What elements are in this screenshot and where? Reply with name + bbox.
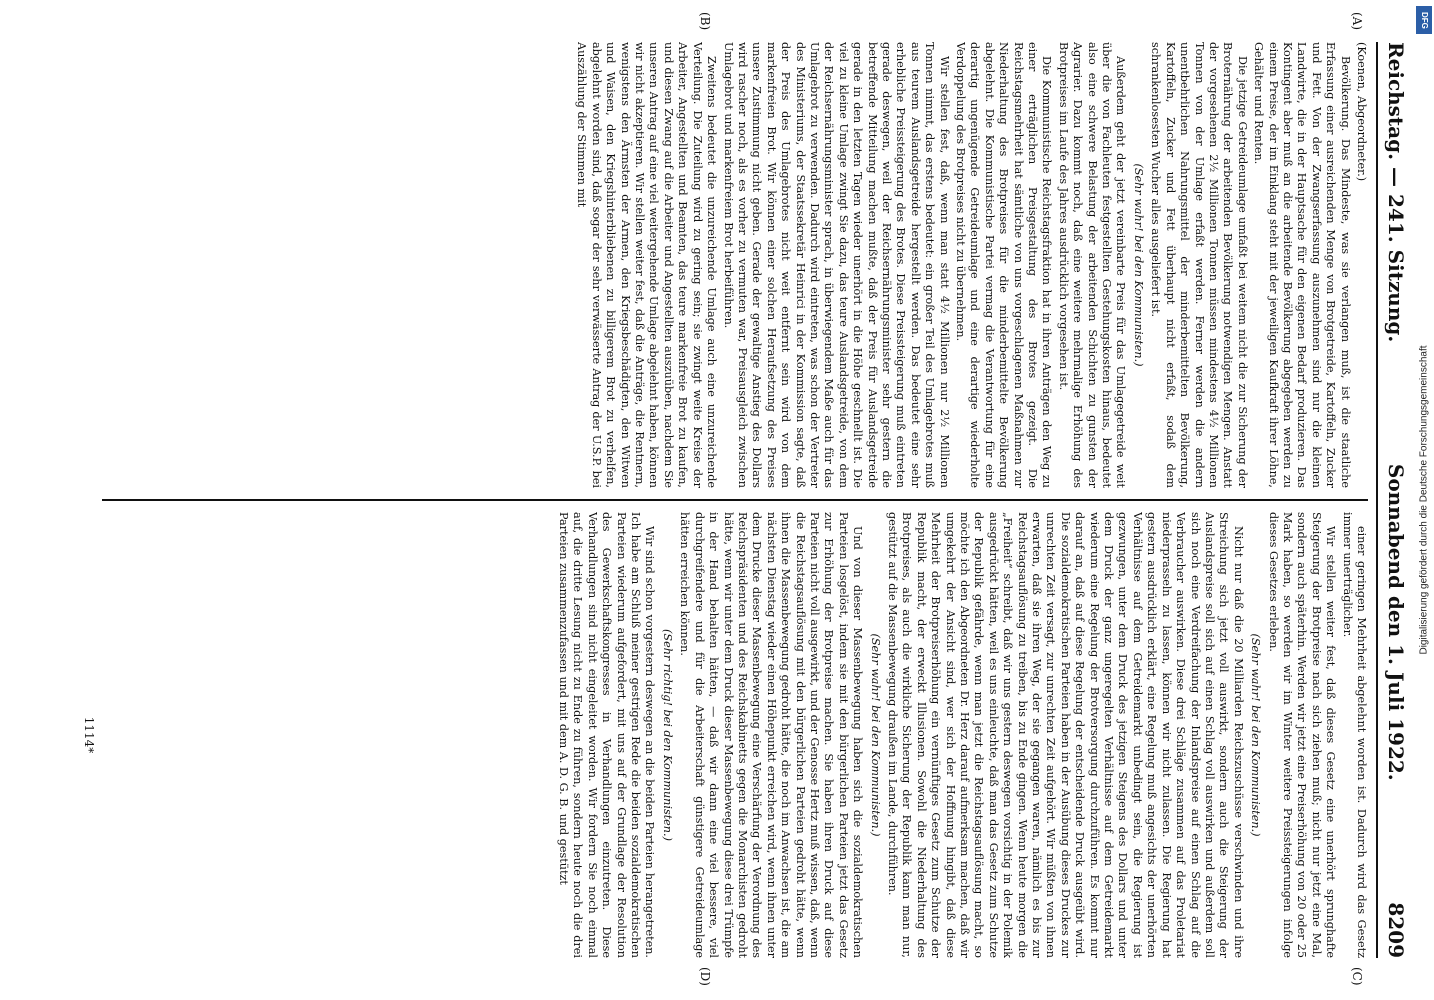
paragraph: Bevölkerung. Das Mindeste, was sie verlangen muß, ist die staatliche Erfassung einer ausreichenden Menge von Brotgetreide, Kartoffeln, Zucker und Fett. Von der Zwangserfassung auszunehmen sind nur die kleinen Landwirte, die in der Hauptsache für den eigenen Bedarf produzieren. Das Kontingent aber muß an die arbeitende Bevölkerung abgegeben werden zu einem Preise, der im Einklang steht mit der jeweiligen Kaufkraft ihrer Löhne, Gehälter und Renten. [1252, 42, 1352, 488]
speaker-name: (Koenen, Abgeordneter.) [1355, 42, 1368, 182]
header-left: Reichstag. — 241. Sitzung. [1384, 42, 1408, 343]
left-column [102, 42, 1368, 488]
right-column [102, 512, 1368, 958]
dfg-sidebar [1414, 0, 1434, 1000]
margin-marker-a: (A) [1350, 12, 1364, 31]
column-divider [102, 499, 1368, 501]
paragraph: Wir sind schon vorgestern deswegen an die beiden Parteien herangetreten. Ich habe am Schluß meiner gestrigen Rede die beiden sozialdemokratischen Parteien wiederum aufgefordert, mit uns auf der Grundlage der Resolution des Gewerkschaftskongresses in Verhandlungen einzutreten. Diese Verhandlungen sind nicht eingeleitet worden. Wir fordern Sie noch einmal auf, die dritte Lesung nicht zu Ende zu führen, sondern heute noch die drei Parteien zusammenzufassen und mit dem A. D. G. B. und gestützt [557, 512, 657, 958]
header-rule [1376, 42, 1378, 958]
interjection: (Sehr wahr! bei den Kommunisten.) [868, 633, 882, 837]
page-signature: 1114* [82, 716, 96, 754]
paragraph: Und von dieser Massenbewegung haben sich die sozialdemokratischen Parteien losgelöst, indem sie mit den bürgerlichen Parteien jetzt das Gesetz zur Erhöhung der Brotpreise machen. Sie haben ihren Druck auf diese Parteien nicht voll ausgewirkt, und der Genosse Hertz muß wissen, daß, wenn die Reichstagsauflösung mit den bürgerlichen Parteien gedroht hätte, wenn ihnen die Massenbewegung gedroht hätte, die noch im Anwachsen ist, die am nächsten Dienstag wieder einen Höhepunkt erreichen wird, wenn ihnen unter dem Drucke dieser Massenbewegung eine Verschärfung der Verordnung des Reichspräsidenten und des Reichskabinetts gegen die Monarchisten gedroht hätte, wenn wir unter dem Druck dieser Massenbewegung diese drei Trümpfe in der Hand behalten hätten, — daß wir dann eine viel bessere, viel durchgreifendere und für die Arbeiterschaft günstigere Getreideumlage hätten erreichen können. [678, 512, 865, 958]
paragraph: Außerdem geht der jetzt vereinbarte Preis für das Umlagegetreide weit über die von Fachleuten festgestellten Gestehungskosten hinaus, bedeutet also eine schwere Belastung der arbeitenden Schichten zu gunsten der Agrarier. Dazu kommt noch, daß eine weitere mehrmalige Erhöhung des Brotpreises im Laufe des Jahres ausdrücklich vorgesehen ist. [1056, 42, 1128, 488]
paragraph: einer geringen Mehrheit abgelehnt worden ist. Dadurch wird das Gesetz immer unerträglicher. [1340, 512, 1368, 958]
paragraph: Die Kommunistische Reichstagsfraktion hat in ihren Anträgen den Weg zu einer erträglichen Preisgestaltung des Brotes gezeigt. Die Reichstagsmehrheit hat sämtliche von uns vorgeschlagenen Maßnahmen zur Niederhaltung des Brotpreises für die minderbemittelte Bevölkerung abgelehnt. Die Kommunistische Partei vermag die Verantwortung für eine derartig ungenügende Getreideumlage und eine derartige wiederholte Verdoppelung des Brotpreises nicht zu übernehmen. [954, 42, 1054, 488]
interjection: (Sehr richtig! bei den Kommunisten.) [660, 629, 674, 841]
paragraph: Zweitens bedeutet die unzureichende Umlage auch eine unzureichende Verteilung. Die Zuteilung wird zu gering sein; sie zwingt weite Kreise der Arbeiter, Angestellten und Beamten, das teure markenfreie Brot zu kaufen, und diesen Zwang auf die Arbeiter und Angestellten auszuüben, nachdem Sie unseren Antrag auf eine viel weitergehende Umlage abgelehnt haben, können wir nicht akzeptieren. Wir stellen weiter fest, daß die Anträge, die Rentnern, wenigstens den Ärmsten der Armen, den Kriegsbeschädigten, den Witwen und Waisen, den Kriegshinterbliebenen zu billigerem Brot zu verhelfen, abgelehnt worden sind, daß sogar der sehr verwässerte Antrag der U.S.P. bei Auszählung der Stimmen mit [575, 42, 719, 488]
dfg-logo: DFG [1416, 6, 1432, 34]
document-content [72, 12, 1412, 986]
margin-marker-c: (C) [1350, 967, 1364, 986]
paragraph: Wir stellen weiter fest, daß dieses Gesetz eine unerhört sprunghafte Steigerung der Brotpreise nach sich ziehen muß; nicht nur jetzt eine Mal, sondern auch späterhin. Werden wir jetzt eine Preiserhöhung von 20 oder 25 Mark haben, so werden wir im Winter weitere Preissteigerungen infolge dieses Gesetzes erleben. [1266, 512, 1338, 958]
interjection: (Sehr wahr! bei den Kommunisten.) [1249, 633, 1263, 837]
paragraph: Die jetzige Getreideumlage umfaßt bei weitem nicht die zur Sicherung der Broternährung der arbeitenden Bevölkerung notwendigen Mengen. Anstatt der vorgesehenen 2½ Millionen Tonnen müssen mindestens 4½ Millionen Tonnen von der Umlage erfaßt werden. Ferner werden die andern unentbehrlichen Nahrungsmittel der minderbemittelten Bevölkerung, Kartoffeln, Zucker und Fett überhaupt nicht erfaßt, sodaß dem schrankenlosesten Wucher alles ausgeliefert ist. [1149, 42, 1249, 488]
page-header [1384, 42, 1412, 958]
page-number: 8209 [1384, 902, 1408, 958]
interjection: (Sehr wahr! bei den Kommunisten.) [1131, 163, 1145, 367]
dfg-funding-note: Digitalisierung gefördert durch die Deutsche Forschungsgemeinschaft [1418, 345, 1430, 655]
paragraph: Nicht nur daß die 20 Milliarden Reichszuschüsse verschwinden und ihre Streichung sich jetzt voll auswirkt, sondern auch die Steigerung der Auslandspreise soll sich auf einen Schlag voll auswirken und außerdem soll sich noch eine Verdreifachung der Inlandspreise auf einen Schlag auf die Verbraucher auswirken. Diese drei Schläge zusammen auf das Proletariat niederprasseln zu lassen, können wir nicht zulassen. Die Regierung hat gestern ausdrücklich erklärt, eine Regelung muß angesichts der unerhörten Verhältnisse auf dem Getreidemarkt unbedingt sein, die Regierung ist gezwungen, unter dem Druck des jetzigen Steigens des Dollars und unter dem Druck der ganz ungeregelten Verhältnisse auf dem Getreidemarkt wiederum eine Regelung der Brotversorgung durchzuführen. Es kommt nur darauf an, daß auf diese Regelung der entscheidende Druck ausgeübt wird. Die sozialdemokratischen Parteien haben in der Ausübung dieses Druckes zur unrechten Zeit versagt, zur unrechten Zeit aufgehört. Wir müßten von ihnen erwarten, daß sie ihren Weg, der sie gegangen waren, nämlich es bis zur Reichstagsauflösung zu treiben, bis zu Ende gingen. Wenn heute morgen die „Freiheit“ schreibt, daß wir uns gestern deswegen vorsichtig in der Polemik ausgedrückt hätten, weil es uns einleuchte, daß man das Gesetz zum Schutze der Republik gefährde, wenn man jetzt die Reichstagsauflösung macht, so möchte ich den Abgeordneten Dr. Herz darauf aufmerksam machen, daß wir umgekehrt der Ansicht sind, wer sich der Hoffnung hingibt, daß diese Mehrheit der Brotpreiserhöhung ein vernünftiges Gesetz zum Schutze der Republik macht, der erweckt Illusionen. Sowohl die Niederhaltung des Brotpreises, als auch die wirkliche Sicherung der Republik kann man nur, gestützt auf die Massenbewegung draußen im Lande, durchführen. [886, 512, 1245, 958]
header-date: Sonnabend den 1. Juli 1922. [1384, 463, 1408, 781]
margin-marker-b: (B) [698, 12, 712, 31]
margin-marker-d: (D) [698, 967, 712, 986]
paragraph: Wir stellen fest, daß, wenn man statt 4½ Millionen nur 2½ Millionen Tonnen nimmt, das erstens bedeutet: ein großer Teil des Umlagebrotes muß aus teurem Auslandsgetreide hergestellt werden. Das bedeutet eine sehr erhebliche Preissteigerung des Brotes. Diese Preissteigerung muß eintreten gerade deswegen, weil der Reichsernährungsminister sehr gestern die betreffende Mitteilung machen mußte, daß der Preis für Auslandsgetreide gerade in den letzten Tagen wieder unerhört in die Höhe geschnellt ist. Die viel zu kleine Umlage zwingt Sie dazu, das teure Auslandsgetreide, von dem der Reichsernährungsminister sprach, in überwiegendem Maße auch für das Umlagebrot zu verwenden. Dadurch wird eintreten, was schon der Vertreter des Ministeriums, der Staatssekretär Heinrici in der Kommission sagte, daß der Preis des Umlagebrotes nicht weit entfernt sein wird von dem markenfreien Brot. Wir können einer solchen Heraufsetzung des Preises unsere Zustimmung nicht geben. Gerade der gewaltige Anstieg des Dollars wird rascher noch, als es vorher zu vermuten war, Preisausgleich zwischen Umlagebrot und markenfreiem Brot herbeiführen. [721, 42, 951, 488]
